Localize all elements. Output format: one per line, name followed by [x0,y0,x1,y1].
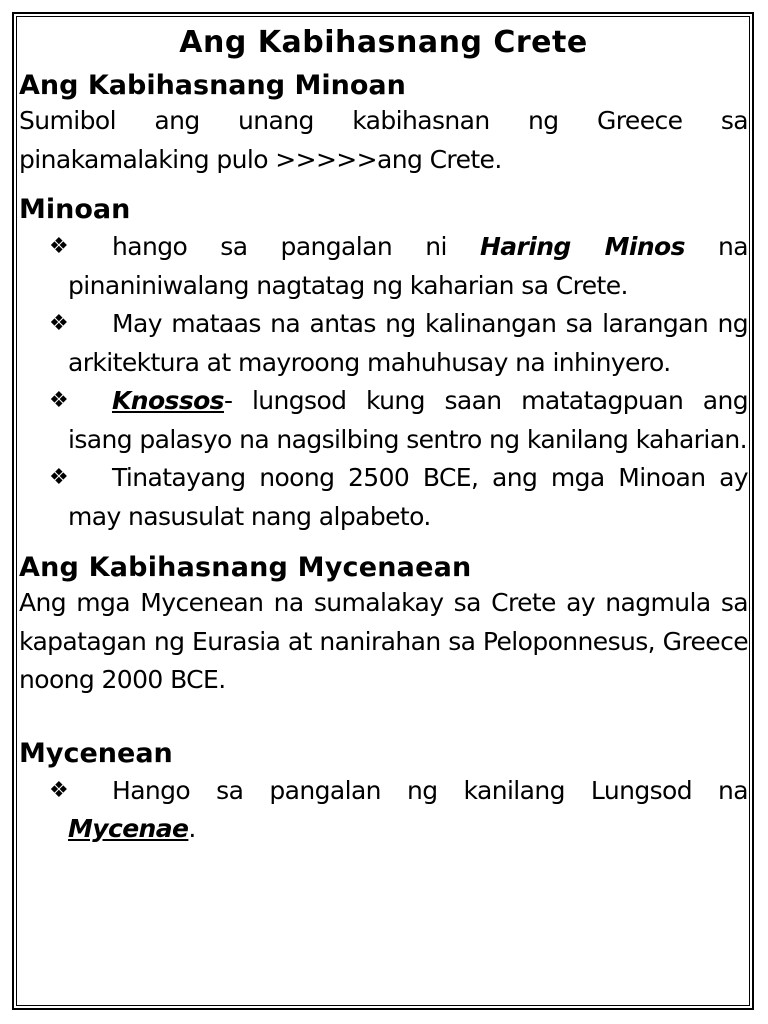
section-paragraph-minoan-civilization: Sumibol ang unang kabihasnan ng Greece sa pinakamalaking pulo >>>>>ang Crete. [19,106,748,174]
emphasis-knossos: Knossos [112,386,224,415]
page-title: Ang Kabihasnang Crete [179,25,588,60]
bullet-text: - lungsod kung saan matatagpuan ang isang palasyo na nagsilbing sentro ng kanilang kaharian. [68,386,748,454]
diamond-bullet-icon: ❖ [49,311,69,336]
section-heading-mycenean: Mycenean [19,737,173,769]
diamond-bullet-icon: ❖ [49,777,69,803]
bullet-text: Tinatayang noong 2500 BCE, ang mga Minoan ay may nasusulat nang alpabeto. [68,463,748,531]
diamond-bullet-icon: ❖ [49,388,69,413]
document-body [19,22,748,849]
bullet-text: May mataas na antas ng kalinangan sa larangan ng arkitektura at mayroong mahuhusay na inhinyero. [68,309,748,377]
bullet-text: Hango sa pangalan ng kanilang Lungsod na [112,775,748,805]
section-heading-minoan-civilization: Ang Kabihasnang Minoan [19,70,406,101]
diamond-bullet-icon: ❖ [49,465,69,490]
list-item [19,772,748,849]
section-heading-minoan: Minoan [19,194,131,225]
list-item [19,305,748,382]
bullet-text: hango sa pangalan ni [112,232,480,261]
bullet-text: na pinaniniwalang nagtatag ng kaharian sa Crete. [68,232,748,300]
mycenean-bullet-list [19,772,748,849]
emphasis-mycenae: Mycenae [68,814,189,843]
list-item [19,382,748,459]
list-item [19,459,748,536]
diamond-bullet-icon: ❖ [49,234,69,259]
list-item [19,228,748,305]
section-paragraph-mycenaean-civilization: Ang mga Mycenean na sumalakay sa Crete ay nagmula sa kapatagan ng Eurasia at nanirahan sa Peloponnesus, Greece noong 2000 BCE. [19,588,748,694]
emphasis-haring-minos: Haring Minos [479,232,685,261]
section-heading-mycenaean-civilization: Ang Kabihasnang Mycenaean [19,552,472,583]
bullet-text: . [188,814,196,843]
minoan-bullet-list [19,228,748,536]
